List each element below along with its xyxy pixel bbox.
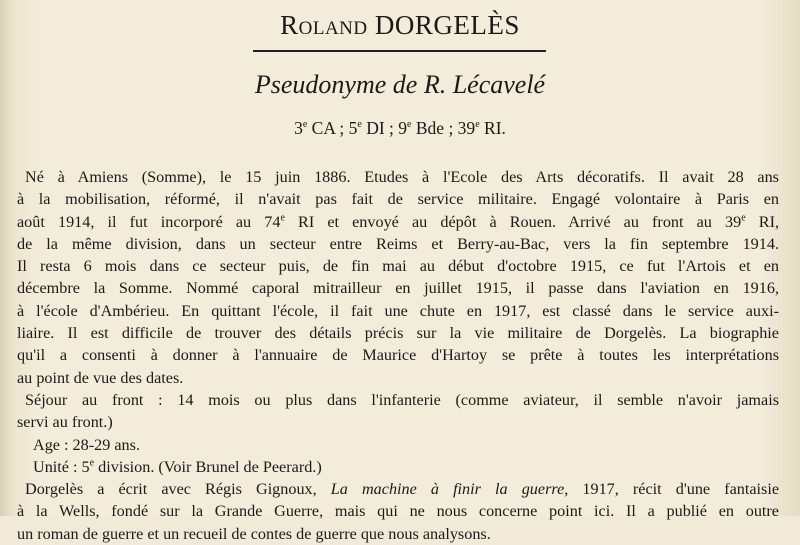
bio-line: liaire. Il est difficile de trouver des détails précis sur la vie militaire de Dorgelès. La biographie	[17, 324, 779, 343]
biography-text	[17, 166, 779, 545]
pseudonym: Pseudonyme de R. Lécavelé	[254, 70, 546, 99]
bio-line: à la mobilisation, réformé, il n'avait pas fait de service militaire. Engagé volontaire à Paris en	[17, 190, 779, 209]
sejour-line: servi au front.)	[17, 413, 113, 432]
works-line: à la Wells, fondé sur la Grande Guerre, mais qui ne nous concerne point ici. Il a publié en outre	[17, 502, 779, 521]
bio-line: août 1914, il fut incorporé au 74e RI et envoyé au dépôt à Rouen. Arrivé au front au 39e RI,	[17, 212, 779, 231]
book-title: La machine à finir la guerre	[330, 480, 565, 499]
unite-line: Unité : 5e division. (Voir Brunel de Peerard.)	[33, 457, 322, 476]
bio-line: Il resta 6 mois dans ce secteur puis, de fin mai au début d'octobre 1915, ce fut l'Artois et en	[17, 257, 779, 276]
author-first-name: Roland	[280, 10, 368, 40]
military-units: 3e CA ; 5e DI ; 9e Bde ; 39e RI.	[294, 118, 506, 138]
bio-line: à l'école d'Ambérieu. En quittant l'école, il fait une chute en 1917, est classé dans le service auxi-	[17, 301, 779, 320]
title-underline	[253, 50, 546, 52]
bio-line: au point de vue des dates.	[17, 368, 184, 387]
age-line: Age : 28-29 ans.	[33, 435, 140, 454]
bio-line: de la même division, dans un secteur entre Reims et Berry-au-Bac, vers la fin septembre 1914.	[17, 234, 779, 253]
bio-line: décembre la Somme. Nommé caporal mitrailleur en juillet 1915, il passe dans l'aviation en 1916,	[17, 279, 779, 298]
works-text: Dorgelès a écrit avec Régis Gignoux,	[25, 480, 317, 499]
sejour-line: Séjour au front : 14 mois ou plus dans l'infanterie (comme aviateur, il semble n'avoir jamais	[25, 390, 779, 409]
bio-line: Né à Amiens (Somme), le 15 juin 1886. Etudes à l'Ecole des Arts décoratifs. Il avait 28 ans	[25, 168, 779, 186]
author-last-name: DORGELÈS	[374, 10, 520, 40]
bio-line: qu'il a consenti à donner à l'annuaire de Maurice d'Hartoy se prête à toutes les interprétations	[17, 346, 779, 365]
works-line	[17, 478, 779, 500]
author-name	[0, 10, 800, 41]
works-line: un roman de guerre et un recueil de contes de guerre que nous analysons.	[17, 524, 491, 543]
works-text: , 1917, récit d'une fantaisie	[564, 480, 779, 499]
